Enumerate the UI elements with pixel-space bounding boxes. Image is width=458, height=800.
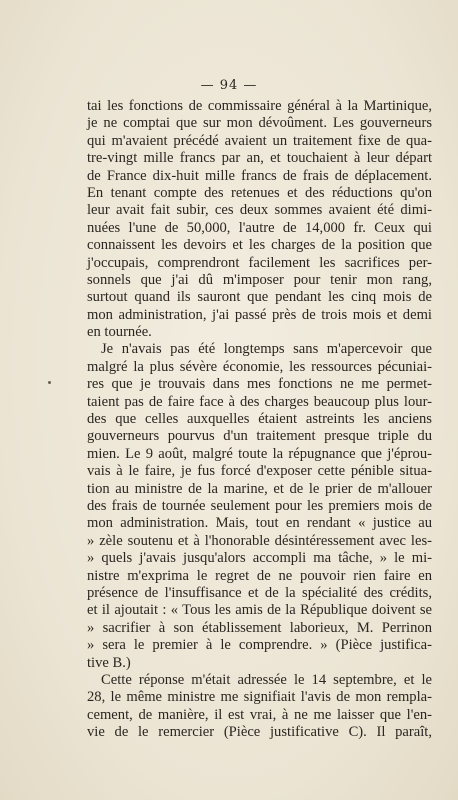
- text-line: nuées l'une de 50,000, l'autre de 14,000 fr. Ceux qui: [87, 219, 432, 236]
- text-line: j'occupais, comprendront facilement les sacrifices per-: [87, 254, 432, 271]
- text-line: En tenant compte des retenues et des réductions qu'on: [87, 184, 432, 201]
- text-line: » quels j'avais jusqu'alors accompli ma tâche, » le mi-: [87, 550, 432, 567]
- text-line: je ne comptai que sur mon dévoûment. Les gouverneurs: [87, 115, 432, 132]
- text-line: malgré la plus sévère économie, les ressources pécuniai-: [87, 358, 432, 375]
- text-line: connaissent les devoirs et les charges de la position que: [87, 237, 432, 254]
- text-line: nistre m'exprima le regret de ne pouvoir rien faire en: [87, 567, 432, 584]
- text-line: surtout quand ils sauront que pendant les cinq mois de: [87, 289, 432, 306]
- text-line: res que je trouvais dans mes fonctions ne me permet-: [87, 376, 432, 393]
- text-line: vais à le faire, je fus forcé d'exposer cette pénible situa-: [87, 463, 432, 480]
- text-line: tre-vingt mille francs par an, et touchaient à leur départ: [87, 150, 432, 167]
- text-line: qui m'avaient précédé avaient un traitement fixe de qua-: [87, 132, 432, 149]
- text-line: de France dix-huit mille francs de frais de déplacement.: [87, 167, 432, 184]
- text-line: des frais de tournée seulement pour les premiers mois de: [87, 497, 432, 514]
- text-line: » zèle soutenu et à l'honorable désintéressement avec les-: [87, 532, 432, 549]
- text-line: sonnels que j'ai dû m'imposer pour tenir mon rang,: [87, 271, 432, 288]
- text-line: tai les fonctions de commissaire général à la Martinique,: [87, 98, 432, 114]
- text-line: présence de l'insuffisance et de la spécialité des crédits,: [87, 584, 432, 601]
- text-line: vie de le remercier (Pièce justificative C). Il paraît,: [87, 724, 432, 741]
- text-line: tion au ministre de la marine, et de le prier de m'allouer: [87, 480, 432, 497]
- text-line: mien. Le 9 août, malgré toute la répugnance que j'éprou-: [87, 445, 432, 462]
- text-line: des que celles auxquelles étaient astreints les anciens: [87, 411, 432, 428]
- page-number: — 94 —: [200, 78, 258, 93]
- text-line: tive B.): [87, 654, 131, 671]
- body-text: [87, 98, 432, 741]
- text-line: gouverneurs pourvus d'un traitement presque triple du: [87, 428, 432, 445]
- margin-mark: [48, 381, 51, 384]
- text-line: taient pas de faire face à des charges beaucoup plus lour-: [87, 393, 432, 410]
- text-line: en tournée.: [87, 324, 152, 341]
- text-line: leur avait fait subir, ces deux sommes avaient été dimi-: [87, 202, 432, 219]
- text-line: » sacrifier à son établissement laborieux, M. Perrinon: [87, 619, 432, 636]
- text-line: mon administration, j'ai passé près de trois mois et demi: [87, 306, 432, 323]
- text-line: et il ajoutait : « Tous les amis de la République doivent se: [87, 602, 432, 619]
- text-line: 28, le même ministre me signifiait l'avis de mon rempla-: [87, 689, 432, 706]
- paragraph-start: Je n'avais pas été longtemps sans m'apercevoir que: [101, 341, 432, 358]
- text-line: cement, de manière, il est vrai, à ne me laisser que l'en-: [87, 706, 432, 723]
- text-line: mon administration. Mais, tout en rendant « justice au: [87, 515, 432, 532]
- text-line: » sera le premier à le comprendre. » (Pièce justifica-: [87, 637, 432, 654]
- paragraph-start: Cette réponse m'était adressée le 14 septembre, et le: [101, 671, 432, 688]
